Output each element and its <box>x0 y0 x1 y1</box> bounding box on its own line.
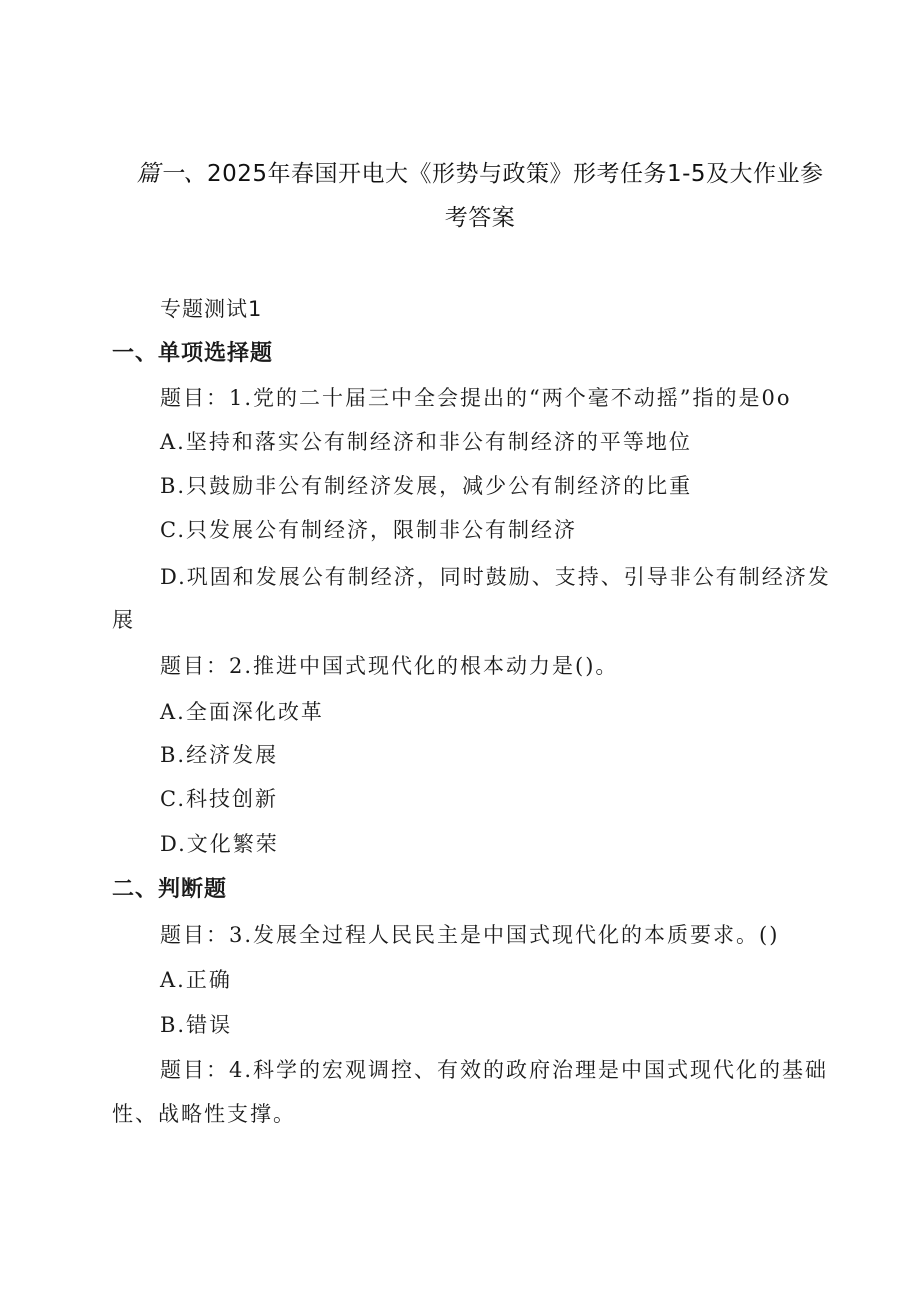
title-prefix: 篇一、 <box>136 161 207 187</box>
title-main: 2025年春国开电大《形势与政策》形考任务1-5及大作业参 <box>206 161 824 187</box>
question-1-option-b: B.只鼓励非公有制经济发展，减少公有制经济的比重 <box>160 474 693 498</box>
question-1-option-d-cont: 展 <box>112 608 135 632</box>
question-2-option-d: D.文化繁荣 <box>160 832 279 856</box>
question-2-option-a: A.全面深化改革 <box>160 700 324 724</box>
part1-heading: 一、单项选择题 <box>112 341 274 366</box>
question-4-stem: 题目：4.科学的宏观调控、有效的政府治理是中国式现代化的基础 <box>160 1058 829 1082</box>
question-3-option-b: B.错误 <box>160 1013 233 1037</box>
question-2-option-b: B.经济发展 <box>160 743 279 767</box>
question-3-option-a: A.正确 <box>160 968 232 992</box>
title-line-2: 考答案 <box>444 205 516 231</box>
section-label: 专题测试1 <box>160 297 263 321</box>
question-1-stem: 题目：1.党的二十届三中全会提出的“两个毫不动摇”指的是0o <box>160 386 792 410</box>
question-3-stem: 题目：3.发展全过程人民民主是中国式现代化的本质要求。() <box>160 923 780 947</box>
question-4-stem-cont: 性、战略性支撑。 <box>112 1102 296 1126</box>
question-2-stem: 题目：2.推进中国式现代化的根本动力是()。 <box>160 654 619 678</box>
question-1-option-d: D.巩固和发展公有制经济，同时鼓励、支持、引导非公有制经济发 <box>160 565 831 589</box>
question-1-option-a: A.坚持和落实公有制经济和非公有制经济的平等地位 <box>160 430 692 454</box>
part2-heading: 二、判断题 <box>112 877 228 902</box>
document-title <box>100 152 860 240</box>
title-line-1 <box>100 152 860 196</box>
question-2-option-c: C.科技创新 <box>160 787 278 811</box>
question-1-option-c: C.只发展公有制经济，限制非公有制经济 <box>160 518 577 542</box>
